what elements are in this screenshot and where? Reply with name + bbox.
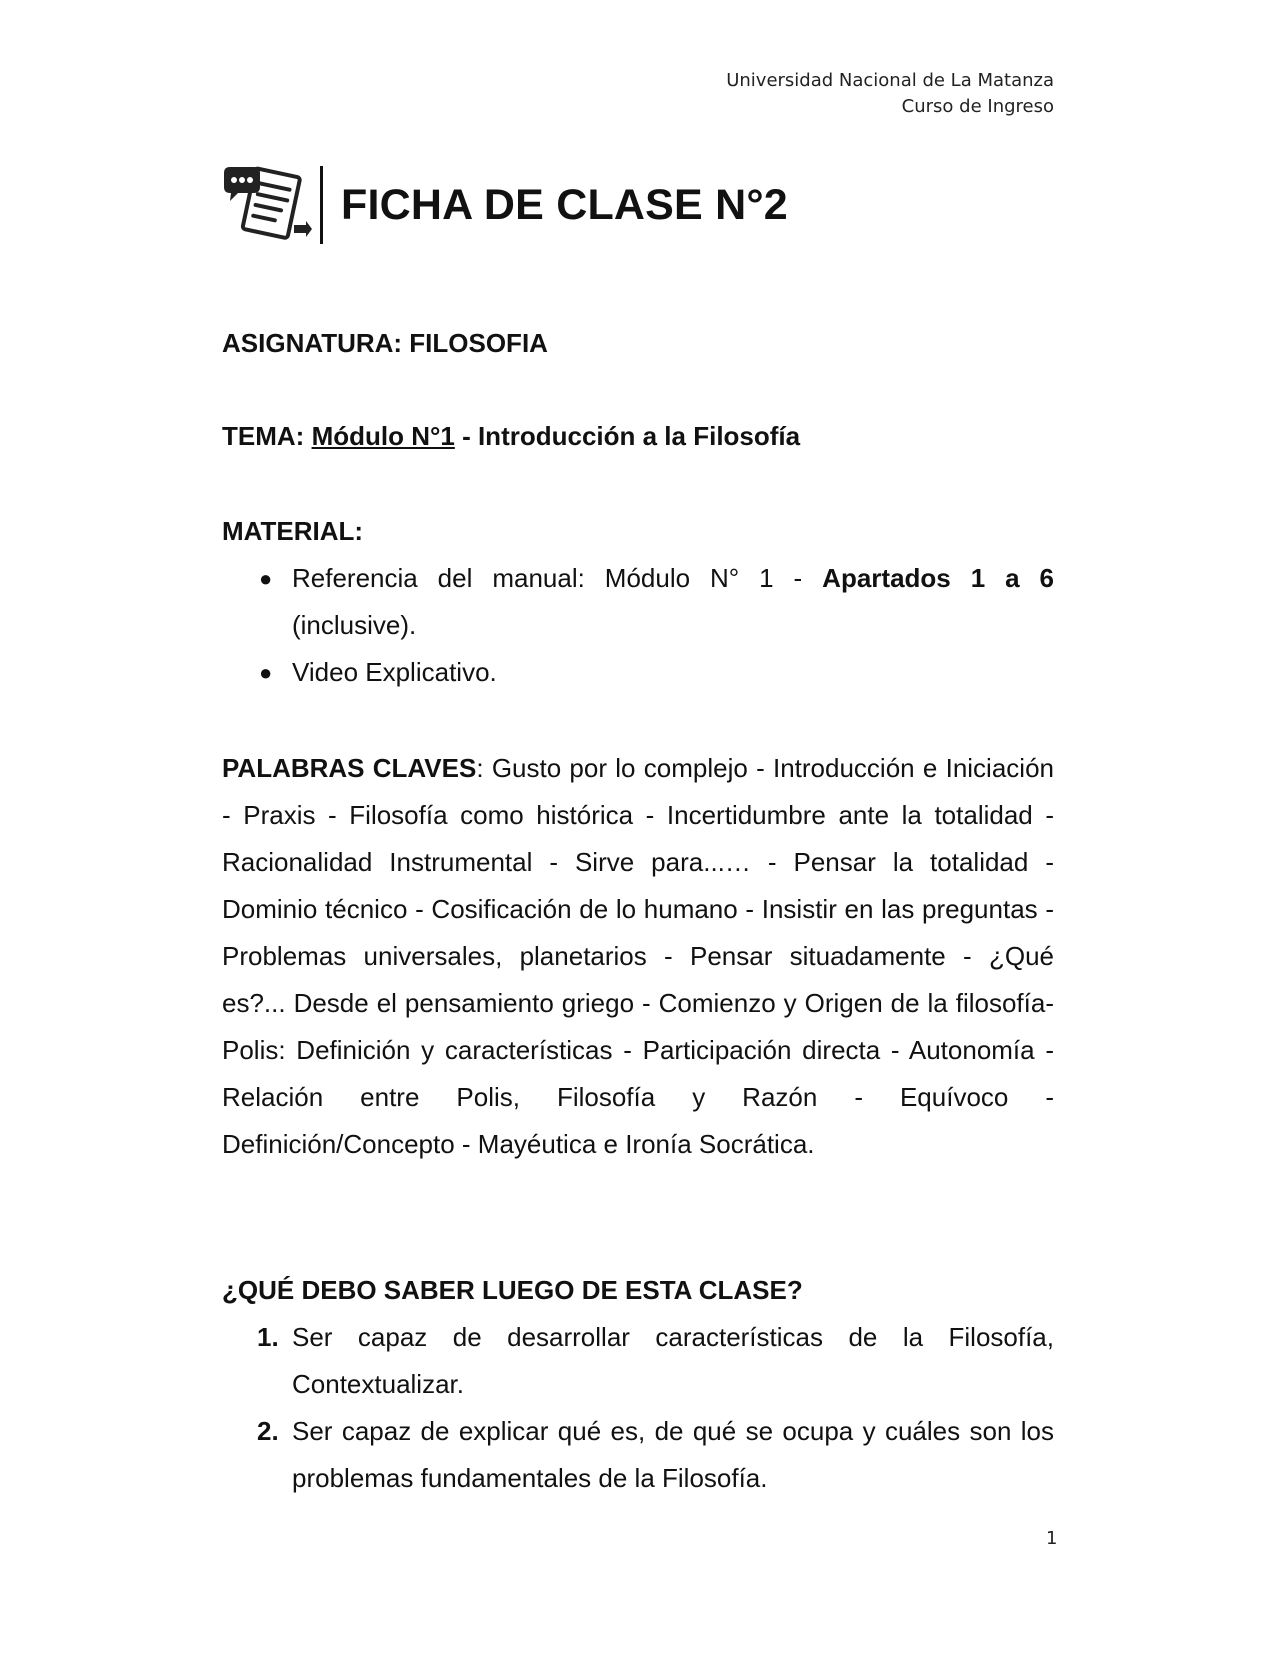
list-number: 1. — [257, 1322, 279, 1352]
asignatura-line: ASIGNATURA: FILOSOFIA — [222, 328, 548, 358]
saber-section — [222, 1267, 1054, 1502]
material-item-text: Referencia del manual: Módulo N° 1 - — [292, 563, 803, 593]
page-number: 1 — [1046, 1528, 1058, 1549]
list-item — [222, 1408, 1054, 1502]
material-item-bold: Apartados 1 a 6 — [822, 563, 1054, 593]
document-chat-icon — [220, 165, 312, 245]
tema-line — [222, 413, 1054, 460]
course-name: Curso de Ingreso — [901, 96, 1054, 117]
saber-item-text: Ser capaz de explicar qué es, de qué se ocupa y cuáles son los problemas fundamentales de la Filosofía. — [292, 1416, 1054, 1493]
palabras-claves-text: Gusto por lo complejo - Introducción e Iniciación - Praxis - Filosofía como histórica - Incertidumbre ante la totalidad - Racionalidad Instrumental - Sirve para...… - Pensar la totalidad - Dominio técnico - Cosificación de lo humano - Insistir en las preguntas - Problemas universales, planetarios - Pensar situadamente - ¿Qué es?... Desde el pensamiento griego - Comienzo y Origen de la filosofía-Polis: Definición y características - Participación directa - Autonomía - Relación entre Polis, Filosofía y Razón - Equívoco - Definición/Concepto - Mayéutica e Ironía Socrática. — [222, 753, 1054, 1159]
bullet-icon: ● — [259, 660, 273, 685]
tema-topic: - Introducción a la Filosofía — [462, 421, 801, 451]
material-item-text: Video Explicativo. — [292, 657, 497, 687]
title-divider — [320, 166, 323, 244]
material-list — [222, 555, 1054, 696]
saber-list — [222, 1314, 1054, 1502]
bullet-icon: ● — [259, 566, 273, 591]
saber-item-text: Ser capaz de desarrollar características de la Filosofía, Contextualizar. — [292, 1322, 1054, 1399]
palabras-claves-paragraph — [222, 745, 1054, 1168]
list-number: 2. — [257, 1416, 279, 1446]
page-title: FICHA DE CLASE N°2 — [341, 180, 788, 229]
palabras-claves-separator: : — [476, 753, 484, 783]
list-item — [222, 555, 1054, 649]
material-item-suffix: (inclusive). — [292, 610, 417, 640]
list-item — [222, 1314, 1054, 1408]
material-section — [222, 508, 1054, 696]
tema-module: Módulo N°1 — [311, 421, 455, 451]
title-block — [220, 165, 788, 245]
institution-name: Universidad Nacional de La Matanza — [726, 70, 1054, 91]
saber-heading: ¿QUÉ DEBO SABER LUEGO DE ESTA CLASE? — [222, 1275, 803, 1305]
list-item — [222, 649, 1054, 696]
material-label: MATERIAL: — [222, 516, 364, 546]
page-header — [726, 68, 1054, 120]
palabras-claves-label: PALABRAS CLAVES — [222, 753, 477, 783]
tema-label: TEMA: — [222, 421, 305, 451]
